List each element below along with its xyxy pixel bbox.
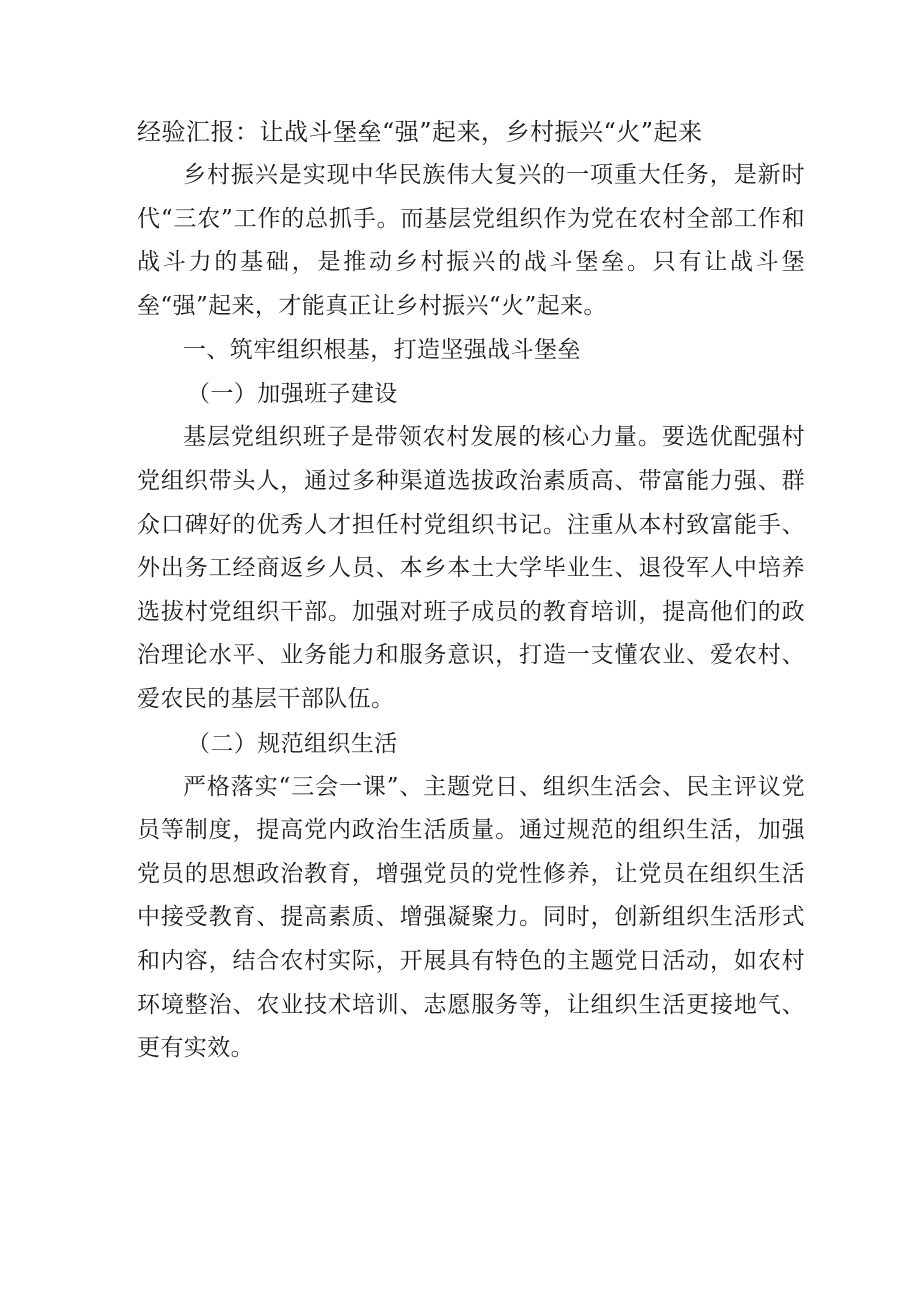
intro-paragraph: 乡村振兴是实现中华民族伟大复兴的一项重大任务，是新时代“三农”工作的总抓手。而基层党组织作为党在农村全部工作和战斗力的基础，是推动乡村振兴的战斗堡垒。只有让战斗堡垒“强”起来，才能真正让乡村振兴“火”起来。 (137, 162, 805, 319)
subsection-paragraph-2: 严格落实“三会一课”、主题党日、组织生活会、民主评议党员等制度，提高党内政治生活质量。通过规范的组织生活，加强党员的思想政治教育，增强党员的党性修养，让党员在组织生活中接受教育、提高素质、增强凝聚力。同时，创新组织生活形式和内容，结合农村实际，开展具有特色的主题党日活动，如农村环境整治、农业技术培训、志愿服务等，让组织生活更接地气、更有实效。 (137, 773, 805, 1062)
document-body (137, 110, 805, 1071)
subsection-paragraph-1: 基层党组织班子是带领农村发展的核心力量。要选优配强村党组织带头人，通过多种渠道选拔政治素质高、带富能力强、群众口碑好的优秀人才担任村党组织书记。注重从本村致富能手、外出务工经商返乡人员、本乡本土大学毕业生、退役军人中培养选拔村党组织干部。加强对班子成员的教育培训，提高他们的政治理论水平、业务能力和服务意识，打造一支懂农业、爱农村、爱农民的基层干部队伍。 (137, 424, 805, 712)
section-heading-1: 一、筑牢组织根基，打造坚强战斗堡垒 (183, 337, 581, 364)
subsection-heading-1: （一）加强班子建设 (187, 381, 398, 408)
subsection-heading-2: （二）规范组织生活 (187, 730, 398, 757)
document-title: 经验汇报：让战斗堡垒“强”起来，乡村振兴“火”起来 (137, 118, 703, 146)
